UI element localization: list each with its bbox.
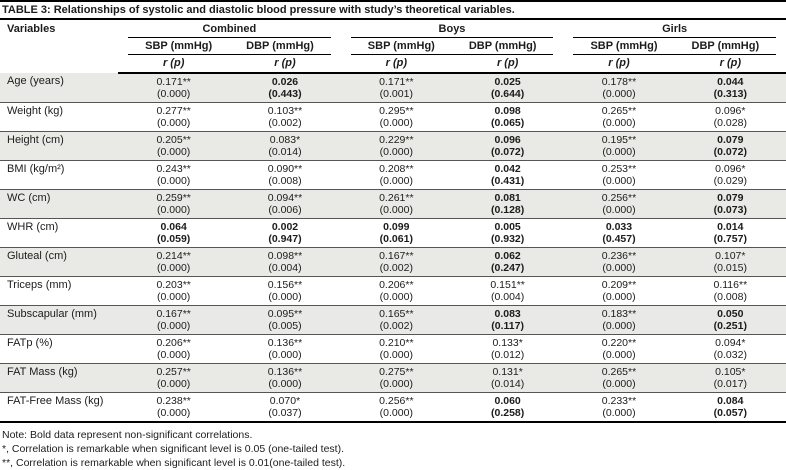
variable-label: FAT-Free Mass (kg) [7, 394, 104, 407]
value-cell [452, 364, 563, 393]
r-value: 0.206** [156, 336, 191, 349]
r-value: 0.295** [379, 104, 414, 117]
p-value: (0.008) [268, 175, 302, 187]
value-cell [675, 132, 786, 161]
r-value: 0.090** [267, 162, 303, 175]
p-value: (0.000) [157, 204, 191, 216]
p-value: (0.000) [602, 146, 636, 158]
table-row [0, 132, 786, 161]
value-cell [563, 364, 674, 393]
r-value: 0.136** [267, 365, 303, 378]
value-cell [452, 393, 563, 423]
p-value: (0.000) [157, 262, 191, 274]
value-cell [118, 364, 229, 393]
p-value: (0.932) [491, 233, 525, 245]
value-cell [229, 73, 340, 103]
variable-label: Age (years) [7, 74, 64, 87]
p-value: (0.000) [602, 88, 636, 100]
r-value: 0.229** [379, 133, 414, 146]
col-header-girls-dbp: DBP (mmHg) [675, 38, 786, 55]
value-cell [675, 364, 786, 393]
p-value: (0.000) [602, 262, 636, 274]
stat-header: r (p) [341, 55, 452, 73]
stat-header: r (p) [229, 55, 340, 73]
p-value: (0.017) [713, 378, 747, 390]
r-value: 0.005 [494, 220, 521, 233]
value-cell [563, 73, 674, 103]
value-cell [675, 103, 786, 132]
r-value: 0.098** [267, 249, 303, 262]
variable-label: BMI (kg/m²) [7, 162, 65, 175]
r-value: 0.195** [601, 133, 637, 146]
p-value: (0.000) [157, 349, 191, 361]
p-value: (0.000) [268, 378, 302, 390]
p-value: (0.008) [713, 291, 747, 303]
note-significance-05: *, Correlation is remarkable when significant level is 0.05 (one-tailed test). [2, 443, 344, 455]
p-value: (0.014) [268, 146, 302, 158]
r-value: 0.275** [379, 365, 414, 378]
p-value: (0.247) [491, 262, 525, 274]
r-value: 0.079 [717, 133, 744, 146]
r-value: 0.098 [494, 104, 521, 117]
r-value: 0.060 [494, 394, 521, 407]
r-value: 0.256** [601, 191, 637, 204]
value-cell [341, 393, 452, 423]
measure-header-row [0, 38, 786, 55]
p-value: (0.000) [379, 378, 413, 390]
value-cell [341, 277, 452, 306]
p-value: (0.000) [157, 291, 191, 303]
p-value: (0.128) [491, 204, 525, 216]
r-value: 0.165** [379, 307, 414, 320]
r-value: 0.081 [494, 191, 521, 204]
r-value: 0.233** [601, 394, 637, 407]
value-cell [229, 335, 340, 364]
r-value: 0.136** [267, 336, 303, 349]
value-cell [341, 364, 452, 393]
p-value: (0.061) [379, 233, 413, 245]
r-value: 0.096* [715, 104, 746, 117]
p-value: (0.005) [268, 320, 302, 332]
value-cell [341, 335, 452, 364]
value-cell [452, 219, 563, 248]
table-row [0, 306, 786, 335]
value-cell [341, 248, 452, 277]
r-value: 0.095** [267, 307, 303, 320]
variable-label: Subscapular (mm) [7, 307, 97, 320]
col-header-girls-sbp: SBP (mmHg) [563, 38, 674, 55]
value-cell [229, 219, 340, 248]
p-value: (0.000) [157, 407, 191, 419]
value-cell [229, 306, 340, 335]
group-header-girls: Girls [563, 20, 786, 38]
table-notes [0, 423, 786, 470]
value-cell [563, 190, 674, 219]
r-value: 0.064 [160, 220, 187, 233]
value-cell [563, 103, 674, 132]
r-value: 0.183** [601, 307, 637, 320]
table-row [0, 190, 786, 219]
r-value: 0.257** [156, 365, 191, 378]
value-cell [675, 73, 786, 103]
col-header-boys-sbp: SBP (mmHg) [341, 38, 452, 55]
r-value: 0.094* [715, 336, 746, 349]
variable-label: FATp (%) [7, 336, 53, 349]
r-value: 0.261** [379, 191, 414, 204]
table-row [0, 335, 786, 364]
r-value: 0.026 [271, 75, 299, 88]
p-value: (0.000) [602, 349, 636, 361]
p-value: (0.000) [157, 320, 191, 332]
value-cell [229, 277, 340, 306]
value-cell [341, 161, 452, 190]
r-value: 0.050 [717, 307, 744, 320]
value-cell [452, 103, 563, 132]
value-cell [118, 219, 229, 248]
value-cell [563, 277, 674, 306]
r-value: 0.107* [715, 249, 746, 262]
r-value: 0.083 [494, 307, 521, 320]
p-value: (0.000) [379, 291, 413, 303]
r-value: 0.070* [269, 394, 301, 407]
r-value: 0.167** [379, 249, 414, 262]
table-header [0, 20, 786, 73]
value-cell [452, 190, 563, 219]
stat-header: r (p) [675, 55, 786, 73]
p-value: (0.644) [491, 88, 525, 100]
value-cell [452, 161, 563, 190]
stat-header-row [0, 55, 786, 73]
r-value: 0.265** [601, 365, 637, 378]
r-value: 0.083* [269, 133, 301, 146]
p-value: (0.000) [602, 175, 636, 187]
r-value: 0.094** [267, 191, 303, 204]
note-bold: Note: Bold data represent non-significant correlations. [2, 429, 253, 441]
p-value: (0.002) [379, 320, 413, 332]
r-value: 0.220** [601, 336, 637, 349]
value-cell [675, 393, 786, 423]
value-cell [229, 132, 340, 161]
p-value: (0.000) [379, 175, 413, 187]
table-row [0, 219, 786, 248]
value-cell [229, 393, 340, 423]
value-cell [229, 103, 340, 132]
p-value: (0.001) [379, 88, 413, 100]
variable-label: Weight (kg) [7, 104, 64, 117]
variable-label: WC (cm) [7, 191, 51, 204]
value-cell [118, 73, 229, 103]
r-value: 0.178** [601, 75, 637, 88]
p-value: (0.014) [491, 378, 525, 390]
p-value: (0.457) [602, 233, 636, 245]
r-value: 0.044 [717, 75, 744, 88]
value-cell [118, 103, 229, 132]
variable-label: Gluteal (cm) [7, 249, 67, 262]
r-value: 0.171** [156, 75, 191, 88]
r-value: 0.025 [494, 75, 521, 88]
p-value: (0.000) [379, 117, 413, 129]
value-cell [341, 190, 452, 219]
value-cell [118, 248, 229, 277]
p-value: (0.004) [268, 262, 302, 274]
value-cell [563, 393, 674, 423]
r-value: 0.096* [715, 162, 746, 175]
group-header-boys: Boys [341, 20, 564, 38]
table-row [0, 277, 786, 306]
p-value: (0.000) [379, 349, 413, 361]
col-header-boys-dbp: DBP (mmHg) [452, 38, 563, 55]
p-value: (0.000) [157, 117, 191, 129]
p-value: (0.028) [713, 117, 747, 129]
r-value: 0.205** [156, 133, 191, 146]
p-value: (0.006) [268, 204, 302, 216]
p-value: (0.000) [379, 204, 413, 216]
p-value: (0.037) [268, 407, 302, 419]
value-cell [341, 132, 452, 161]
r-value: 0.253** [601, 162, 637, 175]
r-value: 0.214** [156, 249, 191, 262]
r-value: 0.103** [267, 104, 303, 117]
stat-header: r (p) [563, 55, 674, 73]
value-cell [341, 103, 452, 132]
variable-label: FAT Mass (kg) [7, 365, 78, 378]
r-value: 0.084 [717, 394, 744, 407]
p-value: (0.258) [491, 407, 525, 419]
r-value: 0.014 [717, 220, 744, 233]
r-value: 0.105* [715, 365, 746, 378]
r-value: 0.033 [605, 220, 633, 233]
r-value: 0.116** [713, 278, 748, 291]
value-cell [675, 248, 786, 277]
r-value: 0.167** [156, 307, 191, 320]
variable-label: Height (cm) [7, 133, 64, 146]
r-value: 0.062 [494, 249, 521, 262]
value-cell [563, 306, 674, 335]
value-cell [675, 306, 786, 335]
p-value: (0.029) [713, 175, 747, 187]
p-value: (0.032) [713, 349, 747, 361]
value-cell [118, 393, 229, 423]
p-value: (0.057) [713, 407, 747, 419]
stat-header: r (p) [118, 55, 229, 73]
value-cell [118, 132, 229, 161]
r-value: 0.133* [492, 336, 523, 349]
p-value: (0.072) [713, 146, 747, 158]
value-cell [341, 73, 452, 103]
p-value: (0.065) [491, 117, 525, 129]
p-value: (0.313) [713, 88, 747, 100]
variable-label: WHR (cm) [7, 220, 59, 233]
value-cell [675, 161, 786, 190]
r-value: 0.259** [156, 191, 191, 204]
p-value: (0.000) [602, 204, 636, 216]
r-value: 0.210** [379, 336, 414, 349]
value-cell [452, 277, 563, 306]
p-value: (0.012) [491, 349, 525, 361]
value-cell [452, 306, 563, 335]
r-value: 0.256** [379, 394, 414, 407]
r-value: 0.206** [379, 278, 414, 291]
value-cell [229, 190, 340, 219]
value-cell [452, 73, 563, 103]
variables-column-header: Variables [7, 23, 56, 35]
p-value: (0.073) [713, 204, 747, 216]
table-row [0, 103, 786, 132]
value-cell [118, 335, 229, 364]
p-value: (0.000) [268, 291, 302, 303]
table-row [0, 393, 786, 423]
p-value: (0.000) [602, 407, 636, 419]
p-value: (0.000) [379, 146, 413, 158]
p-value: (0.000) [602, 378, 636, 390]
table-row [0, 248, 786, 277]
r-value: 0.002 [271, 220, 299, 233]
p-value: (0.000) [157, 88, 191, 100]
p-value: (0.757) [713, 233, 747, 245]
value-cell [118, 306, 229, 335]
r-value: 0.277** [156, 104, 191, 117]
table-row [0, 161, 786, 190]
col-header-combined-dbp: DBP (mmHg) [229, 38, 340, 55]
value-cell [341, 306, 452, 335]
value-cell [563, 161, 674, 190]
value-cell [452, 132, 563, 161]
p-value: (0.431) [491, 175, 525, 187]
value-cell [675, 277, 786, 306]
p-value: (0.015) [713, 262, 747, 274]
r-value: 0.131* [492, 365, 523, 378]
note-significance-01: **, Correlation is remarkable when significant level is 0.01(one-tailed test). [2, 457, 346, 469]
group-header-row [0, 20, 786, 38]
value-cell [563, 248, 674, 277]
p-value: (0.002) [379, 262, 413, 274]
p-value: (0.947) [268, 233, 302, 245]
r-value: 0.243** [156, 162, 191, 175]
p-value: (0.059) [157, 233, 191, 245]
value-cell [229, 364, 340, 393]
p-value: (0.004) [491, 291, 525, 303]
p-value: (0.002) [268, 117, 302, 129]
r-value: 0.156** [267, 278, 303, 291]
value-cell [118, 277, 229, 306]
group-header-combined: Combined [118, 20, 341, 38]
table-body [0, 73, 786, 422]
p-value: (0.000) [602, 291, 636, 303]
p-value: (0.000) [157, 378, 191, 390]
r-value: 0.265** [601, 104, 637, 117]
value-cell [563, 335, 674, 364]
value-cell [563, 132, 674, 161]
table-row [0, 73, 786, 103]
value-cell [229, 161, 340, 190]
value-cell [675, 335, 786, 364]
r-value: 0.171** [379, 75, 414, 88]
r-value: 0.203** [156, 278, 191, 291]
r-value: 0.209** [601, 278, 637, 291]
value-cell [229, 248, 340, 277]
r-value: 0.236** [601, 249, 637, 262]
p-value: (0.443) [268, 88, 302, 100]
value-cell [452, 335, 563, 364]
r-value: 0.151** [490, 278, 525, 291]
value-cell [452, 248, 563, 277]
r-value: 0.099 [383, 220, 410, 233]
p-value: (0.000) [379, 407, 413, 419]
value-cell [563, 219, 674, 248]
variable-label: Triceps (mm) [7, 278, 72, 291]
r-value: 0.208** [379, 162, 414, 175]
r-value: 0.238** [156, 394, 191, 407]
value-cell [118, 161, 229, 190]
col-header-combined-sbp: SBP (mmHg) [118, 38, 229, 55]
p-value: (0.000) [602, 117, 636, 129]
p-value: (0.000) [268, 349, 302, 361]
value-cell [675, 190, 786, 219]
correlation-table [0, 20, 786, 423]
p-value: (0.000) [157, 175, 191, 187]
r-value: 0.042 [494, 162, 521, 175]
p-value: (0.000) [157, 146, 191, 158]
r-value: 0.096 [494, 133, 521, 146]
p-value: (0.251) [713, 320, 747, 332]
value-cell [675, 219, 786, 248]
stat-header: r (p) [452, 55, 563, 73]
p-value: (0.072) [491, 146, 525, 158]
table-row [0, 364, 786, 393]
r-value: 0.079 [717, 191, 744, 204]
value-cell [341, 219, 452, 248]
value-cell [118, 190, 229, 219]
table-title: TABLE 3: Relationships of systolic and diastolic blood pressure with study’s theoretical variables. [0, 0, 786, 20]
p-value: (0.117) [491, 320, 524, 332]
p-value: (0.000) [602, 320, 636, 332]
